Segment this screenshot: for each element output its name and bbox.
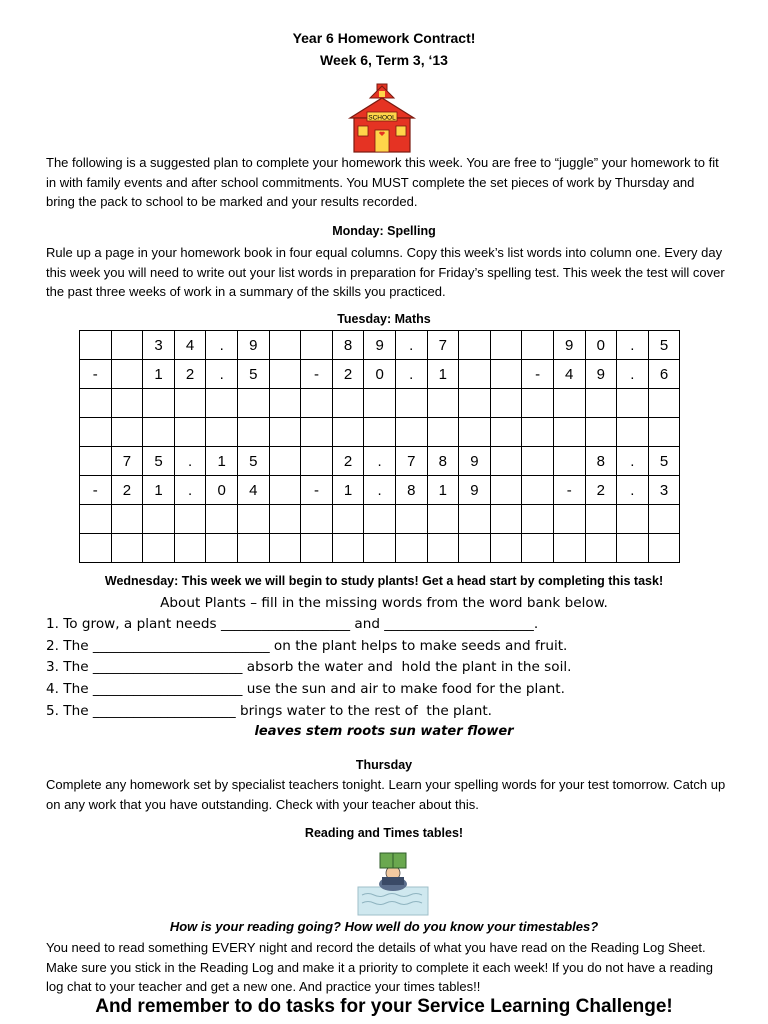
maths-grid-cell [174,418,206,447]
maths-grid-row [80,476,680,505]
maths-grid-cell: . [395,331,427,360]
maths-grid-cell: 5 [648,331,680,360]
maths-grid-cell [111,418,143,447]
maths-grid-cell: 9 [585,360,617,389]
maths-grid-cell: - [522,360,554,389]
child-reading-book-icon [356,851,430,917]
maths-grid-row [80,534,680,563]
maths-grid-cell [648,505,680,534]
maths-grid-cell: . [174,476,206,505]
maths-grid-cell [395,534,427,563]
maths-grid-cell [459,418,491,447]
maths-grid-cell [269,505,301,534]
maths-grid-cell [206,389,238,418]
maths-grid-cell [648,418,680,447]
maths-grid-cell [522,389,554,418]
tuesday-heading: Tuesday: Maths [337,312,431,326]
maths-grid-cell [111,534,143,563]
maths-grid-cell [269,389,301,418]
maths-grid-cell [648,389,680,418]
maths-grid-cell [490,505,522,534]
maths-grid-cell [427,389,459,418]
maths-grid-cell [553,534,585,563]
maths-grid-cell [143,418,175,447]
monday-instructions: Rule up a page in your homework book in four equal columns. Copy this week’s list words into column one. Every day this week you will need to write out your list words in preparation for Friday’s spelling test. This week the test will cover the past three weeks of work in a summary of the skills you practiced. [46,245,725,299]
maths-grid-cell [237,389,269,418]
maths-grid-cell [332,505,364,534]
plant-question-4: 4. The ______________________ use the sun and air to make food for the plant. [46,681,565,697]
maths-grid-cell: 5 [143,447,175,476]
maths-grid-cell: 5 [237,447,269,476]
maths-grid-cell: 1 [332,476,364,505]
maths-grid-cell: - [80,360,112,389]
maths-grid-cell: 4 [553,360,585,389]
maths-grid-cell [427,505,459,534]
maths-grid-cell [269,447,301,476]
maths-grid-cell: 8 [332,331,364,360]
maths-grid-cell [490,360,522,389]
maths-grid-cell [522,447,554,476]
maths-grid-cell [427,418,459,447]
intro-paragraph: The following is a suggested plan to complete your homework this week. You are free to “juggle” your homework to fit in with family events and after school commitments. You MUST complete the set pieces of work by Thursday and bring the pack to school to be marked and your results recorded. [46,155,719,209]
maths-grid-cell: 1 [143,360,175,389]
maths-grid-cell [80,505,112,534]
maths-grid-cell: 1 [143,476,175,505]
maths-grid-cell [301,534,333,563]
maths-grid-cell: . [395,360,427,389]
maths-grid-row [80,505,680,534]
maths-grid-cell: 8 [395,476,427,505]
maths-grid-cell: 1 [206,447,238,476]
maths-grid-cell [80,534,112,563]
maths-grid-cell [553,389,585,418]
maths-grid-cell [80,389,112,418]
page-title: Year 6 Homework Contract! [292,30,476,46]
maths-grid-cell [553,418,585,447]
maths-grid-cell: 7 [427,331,459,360]
maths-grid-cell [490,331,522,360]
maths-grid-cell [269,418,301,447]
maths-grid-cell: 3 [143,331,175,360]
maths-grid-cell [332,389,364,418]
maths-grid-cell: . [174,447,206,476]
maths-grid-cell: 2 [332,360,364,389]
maths-grid-cell: . [364,447,396,476]
reading-heading: Reading and Times tables! [304,826,464,840]
maths-grid-cell [237,418,269,447]
maths-grid-cell [237,534,269,563]
maths-grid-cell [206,534,238,563]
maths-grid-cell: 7 [111,447,143,476]
maths-grid-row [80,447,680,476]
maths-grid-cell [522,476,554,505]
maths-grid-cell [364,505,396,534]
maths-grid-row [80,360,680,389]
maths-grid-cell [332,534,364,563]
maths-grid-cell: 1 [427,360,459,389]
maths-grid-cell: - [301,360,333,389]
maths-grid-cell: 5 [648,447,680,476]
maths-grid-cell [522,505,554,534]
maths-grid [79,330,680,563]
maths-grid-cell: . [364,476,396,505]
maths-grid-cell [364,534,396,563]
plant-question-5: 5. The _____________________ brings water to the rest of the plant. [46,703,493,719]
maths-grid-cell [80,418,112,447]
maths-grid-cell [206,418,238,447]
maths-grid-cell: . [617,447,649,476]
maths-grid-cell: 0 [585,331,617,360]
maths-grid-cell [237,505,269,534]
plant-question-3: 3. The ______________________ absorb the water and hold the plant in the soil. [46,659,572,675]
wednesday-heading: Wednesday: This week we will begin to study plants! Get a head start by completing this task! [104,574,664,588]
maths-grid-cell [585,389,617,418]
school-sign-text: SCHOOL [368,114,396,122]
maths-grid-cell: 0 [206,476,238,505]
thursday-heading: Thursday [355,758,413,772]
plant-question-1: 1. To grow, a plant needs ___________________ and ______________________. [46,616,539,632]
maths-grid-cell [364,389,396,418]
maths-grid-cell: . [206,331,238,360]
maths-grid-cell [332,418,364,447]
maths-grid-cell [301,447,333,476]
maths-grid-cell: 4 [174,331,206,360]
thursday-instructions: Complete any homework set by specialist teachers tonight. Learn your spelling words for your test tomorrow. Catch up on any work that you have outstanding. Check with your teacher about this. [46,777,726,812]
maths-grid-cell [269,360,301,389]
maths-grid-cell [301,505,333,534]
maths-grid-cell: 6 [648,360,680,389]
maths-grid-cell [522,534,554,563]
maths-grid-cell [301,331,333,360]
maths-grid-cell [301,389,333,418]
maths-grid-cell [174,534,206,563]
maths-grid-cell [111,331,143,360]
maths-grid-cell: 1 [427,476,459,505]
maths-grid-cell [459,534,491,563]
maths-grid-cell: 9 [237,331,269,360]
maths-grid-row [80,389,680,418]
reading-question: How is your reading going? How well do you know your timestables? [169,919,599,934]
maths-grid-cell [490,389,522,418]
maths-grid-cell [269,331,301,360]
maths-grid-cell [490,476,522,505]
maths-grid-cell [301,418,333,447]
maths-grid-cell: 3 [648,476,680,505]
maths-grid-cell [617,389,649,418]
maths-grid-cell: 8 [585,447,617,476]
maths-grid-cell [522,418,554,447]
maths-grid-cell: - [80,476,112,505]
maths-grid-cell [585,534,617,563]
maths-grid-row [80,331,680,360]
maths-grid-cell: . [617,331,649,360]
maths-grid-cell [585,418,617,447]
maths-grid-cell [143,534,175,563]
service-learning-reminder: And remember to do tasks for your Service Learning Challenge! [95,996,673,1017]
maths-grid-cell: - [301,476,333,505]
maths-grid-cell [111,360,143,389]
maths-grid-cell [585,505,617,534]
maths-grid-cell [459,505,491,534]
maths-grid-cell [80,331,112,360]
maths-grid-cell [206,505,238,534]
maths-grid-cell: 9 [459,476,491,505]
maths-grid-cell [395,389,427,418]
maths-grid-cell: . [617,476,649,505]
maths-grid-cell: . [206,360,238,389]
maths-grid-cell [617,418,649,447]
maths-grid-cell [490,418,522,447]
reading-instructions: You need to read something EVERY night and record the details of what you have read on the Reading Log Sheet. Make sure you stick in the Reading Log and make it a priority to complete it each week! If you do not have a reading log chat to your teacher and get a new one. And practice your times tables!! [46,940,713,994]
maths-grid-cell: 9 [459,447,491,476]
plant-question-2: 2. The __________________________ on the plant helps to make seeds and fruit. [46,638,568,654]
maths-grid-cell: 2 [174,360,206,389]
maths-grid-cell [648,534,680,563]
maths-grid-cell [269,476,301,505]
maths-grid-cell [269,534,301,563]
maths-grid-cell [490,534,522,563]
maths-grid-cell [617,505,649,534]
maths-grid-cell [617,534,649,563]
plants-task-title: About Plants – fill in the missing words from the word bank below. [160,595,608,611]
maths-grid-cell: 8 [427,447,459,476]
maths-grid-cell [553,505,585,534]
maths-grid-cell: 9 [364,331,396,360]
maths-grid-cell: 9 [553,331,585,360]
maths-grid-cell [174,389,206,418]
maths-grid-cell: 2 [332,447,364,476]
maths-grid-cell [174,505,206,534]
maths-grid-cell [143,505,175,534]
maths-grid-cell: 2 [111,476,143,505]
maths-grid-cell: . [617,360,649,389]
maths-grid-cell [395,418,427,447]
maths-grid-cell: 5 [237,360,269,389]
maths-grid-cell [522,331,554,360]
maths-grid-cell: 7 [395,447,427,476]
maths-grid-cell [427,534,459,563]
maths-grid-cell: - [553,476,585,505]
word-bank: leaves stem roots sun water flower [254,724,514,739]
maths-grid-cell [459,389,491,418]
maths-grid-cell [111,505,143,534]
page-subtitle: Week 6, Term 3, ‘13 [320,52,448,68]
maths-grid-row [80,418,680,447]
maths-grid-cell [143,389,175,418]
maths-grid-cell [459,360,491,389]
maths-grid-cell [459,331,491,360]
maths-grid-cell [364,418,396,447]
monday-heading: Monday: Spelling [332,224,436,238]
maths-grid-cell [80,447,112,476]
maths-grid-cell: 4 [237,476,269,505]
school-house-icon [346,78,418,154]
maths-grid-cell [553,447,585,476]
maths-grid-cell [490,447,522,476]
maths-grid-cell [395,505,427,534]
maths-grid-cell: 2 [585,476,617,505]
maths-grid-cell: 0 [364,360,396,389]
maths-grid-cell [111,389,143,418]
